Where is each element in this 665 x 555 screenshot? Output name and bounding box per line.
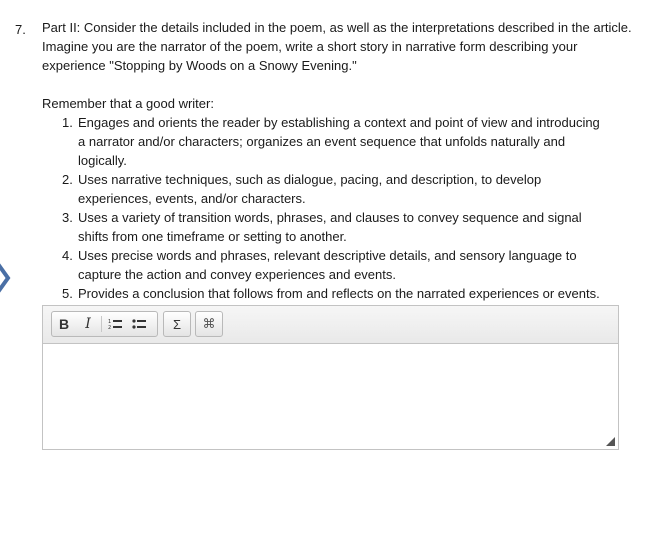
toolbar-separator xyxy=(101,316,102,332)
criteria-number: 1. xyxy=(62,115,73,130)
unordered-list-icon xyxy=(132,318,146,330)
reminder-heading: Remember that a good writer: xyxy=(42,96,214,111)
question-prompt xyxy=(42,18,632,75)
criteria-item xyxy=(42,170,632,208)
bold-icon: B xyxy=(58,316,70,332)
question-number: 7. xyxy=(15,22,26,37)
command-key-icon: ⌘ xyxy=(202,316,216,331)
criteria-text: Uses precise words and phrases, relevant descriptive details, and sensory language to xyxy=(78,248,577,263)
question-body xyxy=(42,18,632,303)
criteria-text: Provides a conclusion that follows from and reflects on the narrated experiences or events. xyxy=(78,286,600,301)
criteria-number: 5. xyxy=(62,286,73,301)
svg-text:2: 2 xyxy=(108,325,112,330)
editor-toolbar xyxy=(43,306,618,344)
special-char-group xyxy=(195,311,223,337)
criteria-text: a narrator and/or characters; organizes an event sequence that unfolds naturally and xyxy=(78,134,566,149)
equation-button[interactable] xyxy=(165,312,189,336)
special-character-button[interactable] xyxy=(197,312,221,336)
criteria-text: Uses narrative techniques, such as dialogue, pacing, and description, to develop xyxy=(78,172,542,187)
bold-button[interactable] xyxy=(52,312,76,336)
ordered-list-icon xyxy=(108,318,122,330)
svg-text:1: 1 xyxy=(108,319,112,325)
rich-text-editor xyxy=(42,305,619,450)
previous-chevron-icon[interactable] xyxy=(0,262,12,294)
prompt-line: experience "Stopping by Woods on a Snowy Evening." xyxy=(42,58,357,73)
formatting-group xyxy=(51,311,158,337)
italic-button[interactable] xyxy=(76,312,100,336)
answer-text-area[interactable] xyxy=(43,344,618,449)
criteria-item xyxy=(42,284,632,303)
criteria-number: 3. xyxy=(62,210,73,225)
criteria-text: Engages and orients the reader by establishing a context and point of view and introducing xyxy=(78,115,600,130)
resize-handle-icon[interactable] xyxy=(606,437,615,446)
criteria-item xyxy=(42,208,632,246)
criteria-list xyxy=(42,113,632,303)
criteria-item xyxy=(42,113,632,170)
criteria-text: logically. xyxy=(78,153,127,168)
prompt-line: Part II: Consider the details included in the poem, as well as the interpretations described in the article. xyxy=(42,20,632,35)
criteria-number: 4. xyxy=(62,248,73,263)
ordered-list-button[interactable] xyxy=(103,312,127,336)
equation-group xyxy=(163,311,191,337)
criteria-number: 2. xyxy=(62,172,73,187)
criteria-text: experiences, events, and/or characters. xyxy=(78,191,306,206)
criteria-text: Uses a variety of transition words, phrases, and clauses to convey sequence and signal xyxy=(78,210,582,225)
sigma-icon: Σ xyxy=(172,316,182,332)
criteria-text: shifts from one timeframe or setting to another. xyxy=(78,229,347,244)
italic-icon: I xyxy=(85,316,91,332)
criteria-text: capture the action and convey experiences and events. xyxy=(78,267,396,282)
criteria-item xyxy=(42,246,632,284)
unordered-list-button[interactable] xyxy=(127,312,151,336)
prompt-line: Imagine you are the narrator of the poem, write a short story in narrative form describing your xyxy=(42,39,578,54)
